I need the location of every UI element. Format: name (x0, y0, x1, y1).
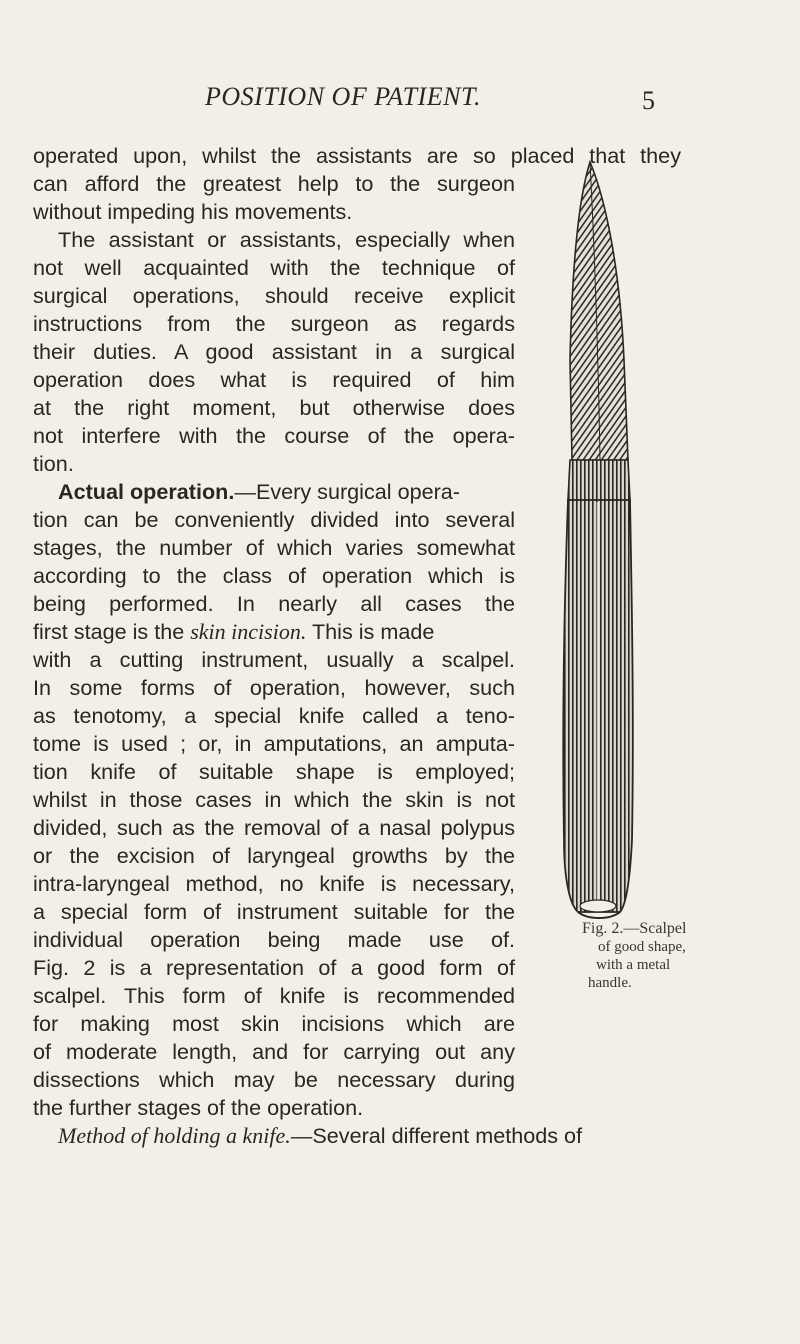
text-line: tome is used ; or, in amputations, an amputa- (33, 731, 515, 756)
text-line: Fig. 2 is a representation of a good form of (33, 955, 515, 980)
text-line: intra-laryngeal method, no knife is necessary, (33, 871, 515, 896)
text-line: can afford the greatest help to the surgeon (33, 171, 515, 196)
page-number: 5 (642, 86, 655, 115)
scalpel-bolster (568, 460, 630, 500)
text-line: instructions from the surgeon as regards (33, 311, 515, 336)
text-line: with a cutting instrument, usually a scalpel. (33, 647, 515, 672)
text-run: This is made (306, 619, 435, 644)
section-heading-line (58, 478, 515, 506)
section-heading: Actual operation. (58, 479, 235, 504)
text-line: without impeding his movements. (33, 199, 353, 224)
text-line (33, 618, 515, 646)
text-line: individual operation being made use of. (33, 927, 515, 952)
italic-term: skin incision. (190, 619, 307, 644)
text-line: a special form of instrument suitable for the (33, 899, 515, 924)
text-line: In some forms of operation, however, such (33, 675, 515, 700)
text-line: whilst in those cases in which the skin is not (33, 787, 515, 812)
text-line: operation does what is required of him (33, 367, 515, 392)
text-line: for making most skin incisions which are (33, 1011, 515, 1036)
section-heading-line (58, 1122, 681, 1150)
text-line: scalpel. This form of knife is recommended (33, 983, 515, 1008)
text-line: stages, the number of which varies somewhat (33, 535, 515, 560)
page-header (0, 82, 800, 122)
text-line: or the excision of laryngeal growths by the (33, 843, 515, 868)
text-line: the further stages of the operation. (33, 1095, 364, 1120)
text-run: —Every surgical opera- (234, 479, 460, 504)
text-line: of moderate length, and for carrying out any (33, 1039, 515, 1064)
italic-heading: Method of holding a knife. (58, 1123, 291, 1148)
text-line: The assistant or assistants, especially when (58, 227, 515, 252)
text-line: not interfere with the course of the opera- (33, 423, 515, 448)
caption-line: of good shape, (598, 939, 686, 955)
text-line: tion. (33, 451, 74, 476)
text-line: tion knife of suitable shape is employed; (33, 759, 515, 784)
caption-line: Fig. 2.—Scalpel (582, 920, 687, 937)
running-head: POSITION OF PATIENT. (205, 82, 482, 111)
text-line: divided, such as the removal of a nasal polypus (33, 815, 515, 840)
text-run: first stage is the (33, 619, 191, 644)
text-run: —Several different methods of (290, 1123, 583, 1148)
text-line: operated upon, whilst the assistants are so placed that they (33, 143, 681, 168)
text-line: tion can be conveniently divided into several (33, 507, 515, 532)
text-line: dissections which may be necessary during (33, 1067, 515, 1092)
caption-line: with a metal (596, 957, 671, 973)
caption-line: handle. (588, 975, 632, 991)
text-line: not well acquainted with the technique of (33, 255, 515, 280)
text-line: their duties. A good assistant in a surgical (33, 339, 515, 364)
text-line: being performed. In nearly all cases the (33, 591, 515, 616)
text-line: at the right moment, but otherwise does (33, 395, 515, 420)
scalpel-illustration (548, 160, 634, 922)
text-line: surgical operations, should receive explicit (33, 283, 515, 308)
text-line: according to the class of operation which is (33, 563, 515, 588)
text-line: as tenotomy, a special knife called a teno- (33, 703, 515, 728)
